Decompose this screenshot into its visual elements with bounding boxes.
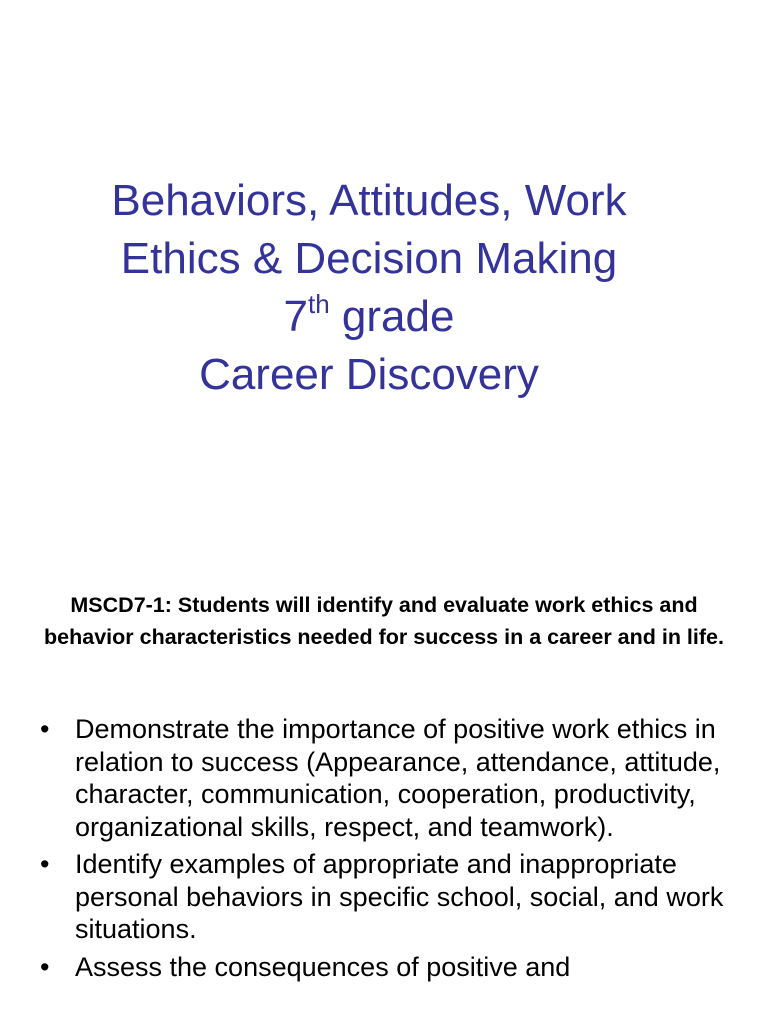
bullet-icon: • [40, 951, 50, 982]
bullet-list [40, 713, 740, 988]
bullet-icon: • [40, 714, 50, 744]
grade-line [0, 288, 738, 346]
grade-number: 7 [283, 292, 308, 341]
bullet-item [40, 848, 740, 946]
grade-suffix: th [308, 289, 330, 319]
bullet-text: Identify examples of appropriate and inappropriate personal behaviors in specific school, social, and work situations. [75, 849, 724, 944]
bullet-text: Demonstrate the importance of positive work ethics in relation to success (Appearance, attendance, attitude, character, communication, cooperation, productivity, organizational skills, respect, and teamwork). [75, 714, 721, 842]
bullet-item [40, 713, 740, 843]
slide-title [0, 172, 738, 404]
bullet-item [40, 951, 740, 984]
bullet-icon: • [40, 849, 50, 879]
title-line-2: Ethics & Decision Making [120, 234, 618, 283]
objective-statement: MSCD7-1: Students will identify and evaluate work ethics and behavior characteristics needed for success in a career and in life. [44, 593, 724, 649]
grade-word: grade [341, 292, 455, 341]
subtitle: Career Discovery [199, 350, 539, 399]
bullet-text: Assess the consequences of positive and [75, 951, 571, 982]
title-line-1: Behaviors, Attitudes, Work [111, 176, 627, 225]
